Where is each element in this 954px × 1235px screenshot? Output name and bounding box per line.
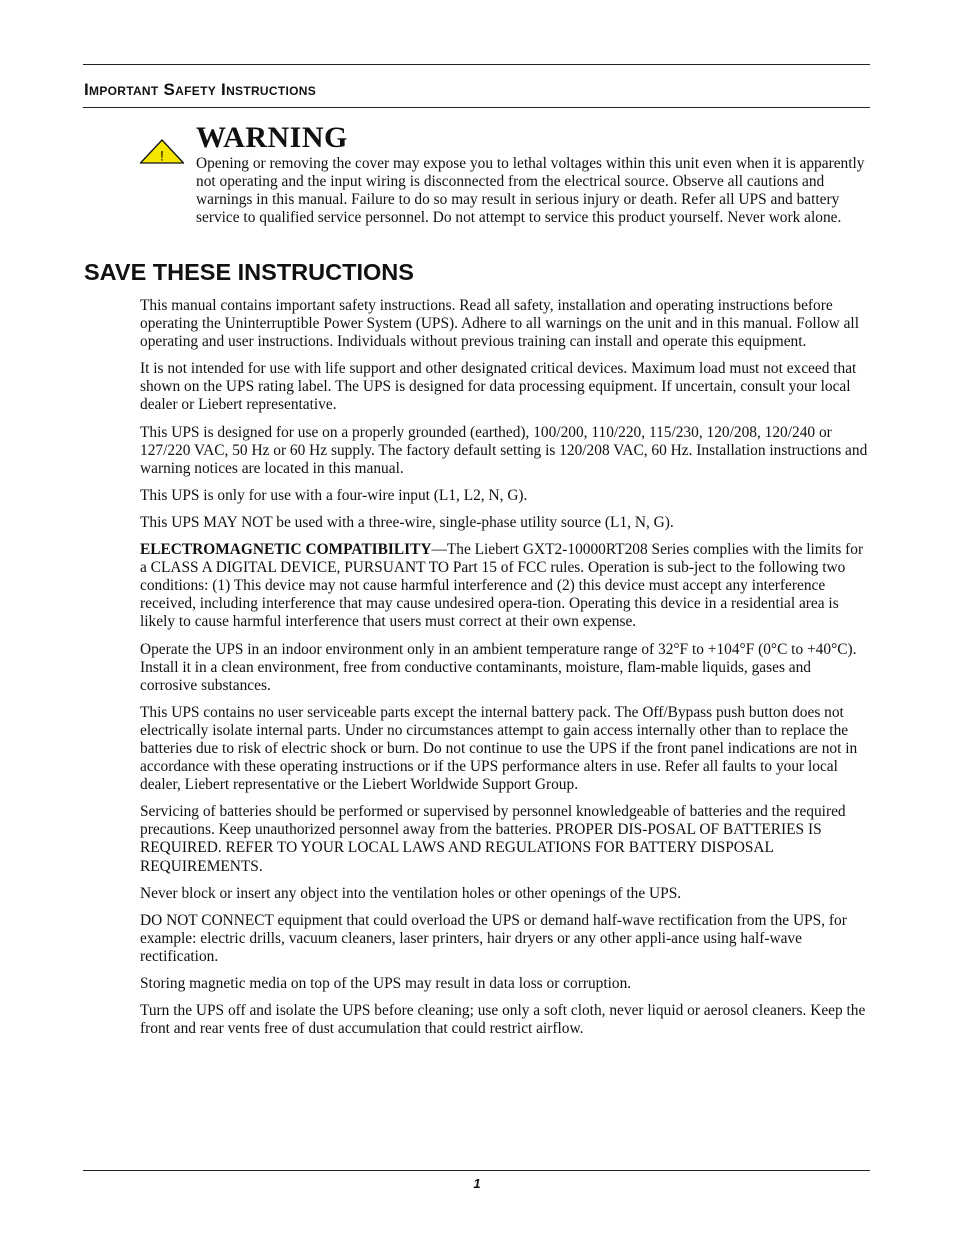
paragraph: DO NOT CONNECT equipment that could overload the UPS or demand half-wave rectification from the UPS, for example: electric drills, vacuum cleaners, laser printers, hair dryers or any other appli-ance using half-wave rectification.	[140, 911, 847, 965]
paragraph: This manual contains important safety instructions. Read all safety, installation and operating instructions before operating the Uninterruptible Power System (UPS). Adhere to all warnings on the unit and in this manual. Follow all operating and user instructions. Individuals without previous training can install and operate this equipment.	[140, 297, 859, 351]
paragraph: This UPS contains no user serviceable parts except the internal battery pack. The Off/Bypass push button does not electrically isolate internal parts. Under no circumstances attempt to gain access internally other than to replace the batteries due to risk of electric shock or burn. Do not continue to use the UPS if the front panel indications are not in accordance with these operating instructions or if the UPS performance alters in use. Refer all faults to your local dealer, Liebert representative or the Liebert Worldwide Support Group.	[140, 703, 858, 794]
paragraph: Turn the UPS off and isolate the UPS before cleaning; use only a soft cloth, never liquid or aerosol cleaners. Keep the front and rear vents free of dust accumulation that could restrict airflow.	[140, 1002, 866, 1038]
paragraph: This UPS is only for use with a four-wire input (L1, L2, N, G).	[140, 486, 528, 504]
warning-triangle-icon	[139, 139, 185, 164]
section-header: Important Safety Instructions	[84, 80, 317, 99]
emc-label: ELECTROMAGNETIC COMPATIBILITY	[140, 541, 432, 559]
emc-paragraph	[140, 541, 872, 631]
emc-text: —The Liebert GXT2-10000RT208 Series complies with the limits for a CLASS A DIGITAL DEVICE, PURSUANT TO Part 15 of FCC rules. Operation is sub-ject to the following two conditions: (1) This device may not cause harmful interference and (2) this device must accept any interference received, including interference that may cause undesired opera-tion. Operating this device in a residential area is likely to cause harmful interference that users must correct at their own expense.	[140, 541, 864, 631]
footer-rule	[83, 1170, 870, 1171]
page-number: 1	[473, 1176, 481, 1191]
top-rule	[83, 64, 870, 65]
warning-title: WARNING	[196, 121, 348, 154]
main-heading: SAVE THESE INSTRUCTIONS	[84, 259, 414, 285]
paragraph: Never block or insert any object into the ventilation holes or other openings of the UPS.	[140, 884, 682, 902]
instructions-body	[140, 297, 872, 1047]
header-rule	[83, 107, 870, 108]
warning-text: Opening or removing the cover may expose you to lethal voltages within this unit even when it is apparently not operating and the input wiring is disconnected from the electrical source. Observe all cautions and warnings in this manual. Failure to do so may result in serious injury or death. Refer all UPS and battery service to qualified service personnel. Do not attempt to service this product yourself. Never work alone.	[196, 155, 865, 227]
paragraph: Storing magnetic media on top of the UPS may result in data loss or corruption.	[140, 975, 632, 992]
paragraph: Operate the UPS in an indoor environment only in an ambient temperature range of 32°F to +104°F (0°C to +40°C). Install it in a clean environment, free from conductive contaminants, moisture, flam-mable liquids, gases and corrosive substances.	[140, 640, 857, 694]
paragraph: This UPS is designed for use on a properly grounded (earthed), 100/200, 110/220, 115/230, 120/208, 120/240 or 127/220 VAC, 50 Hz or 60 Hz supply. The factory default setting is 120/208 VAC, 60 Hz. Installation instructions and warning notices are located in this manual.	[140, 423, 868, 477]
paragraph: Servicing of batteries should be performed or supervised by personnel knowledgeable of batteries and the required precautions. Keep unauthorized personnel away from the batteries. PROPER DIS-POSAL OF BATTERIES IS REQUIRED. REFER TO YOUR LOCAL LAWS AND REGULATIONS FOR BATTERY DISPOSAL REQUIREMENTS.	[140, 803, 846, 875]
warning-icon-glyph: !	[160, 147, 164, 164]
paragraph: This UPS MAY NOT be used with a three-wire, single-phase utility source (L1, N, G).	[140, 513, 674, 531]
paragraph: It is not intended for use with life support and other designated critical devices. Maximum load must not exceed that shown on the UPS rating label. The UPS is designed for data processing equipment. If uncertain, consult your local dealer or Liebert representative.	[140, 360, 857, 414]
